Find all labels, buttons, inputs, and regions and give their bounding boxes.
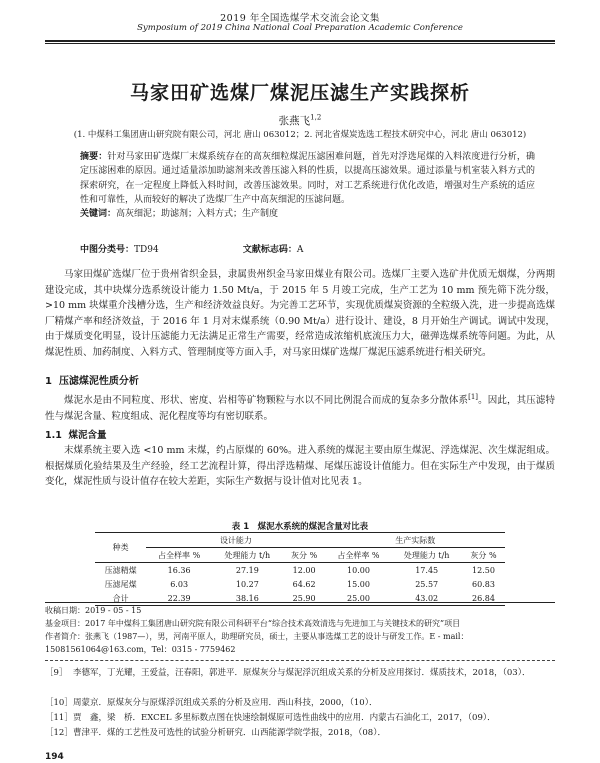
reference-item [45, 712, 560, 725]
table-row [95, 577, 505, 591]
footnote-received: 收稿日期：2019 - 05 - 15 [45, 606, 142, 615]
table-group-actual: 生产实际数 [326, 533, 505, 548]
section-1-heading [45, 372, 139, 387]
table-cell: 6.03 [170, 579, 189, 589]
table-row-label: 压滤精煤 [104, 565, 137, 575]
table-cell: 10.00 [347, 565, 370, 575]
table-subheader: 占全样率 % [146, 548, 212, 563]
table-subheader: 灰分 % [462, 548, 505, 563]
table-row [95, 563, 505, 578]
author-name: 张燕飞 [278, 115, 311, 127]
table-cell: 27.19 [235, 565, 259, 575]
table-cell: 60.83 [472, 579, 495, 589]
footnote-fund: 基金项目：2017 年中煤科工集团唐山研究院有限公司科研平台“综合技术高效清选与先进加工与关键技术的研究”项目 [45, 619, 461, 628]
table-subheader: 灰分 % [283, 548, 326, 563]
doc-code-value: A [296, 245, 304, 255]
affiliation: (1. 中煤科工集团唐山研究院有限公司，河北 唐山 063012；2. 河北省煤炭选选工程技术研究中心，河北 唐山 063012) [73, 130, 527, 140]
reference-item [45, 727, 560, 740]
abstract-label: 摘要： [80, 152, 108, 162]
table-col-kind: 种类 [95, 533, 146, 563]
table-cell: 64.62 [292, 579, 316, 589]
table-group-design: 设计能力 [146, 533, 325, 548]
running-header-en: Symposium of 2019 China National Coal Preparation Academic Conference [137, 23, 463, 33]
table-cell: 16.36 [167, 565, 191, 575]
reference-text: 曹津平．煤的工艺性及可选性的试验分析研究．山西能源学院学报，2018，（08）． [73, 728, 386, 738]
header-rule [45, 40, 555, 42]
table-row-total [95, 591, 505, 606]
abstract-block [80, 150, 535, 221]
table-cell: 25.57 [415, 579, 439, 589]
table-cell: 15.00 [347, 579, 370, 589]
footnote-rule [45, 602, 555, 603]
clc-value: TD94 [134, 245, 159, 255]
reference-number: ［11］ [45, 713, 73, 723]
keywords-text: 高灰细泥；助滤剂；入料方式；生产制度 [116, 209, 279, 220]
abstract-text: 针对马家田矿选煤厂末煤系统存在的高灰细粒煤泥压滤困难问题，首先对浮选尾煤的入料浓度进行分析，确定压滤困难的原因。通过适量添加助滤剂来改善压滤入料的性质，以提高压滤效果。通过添量与机室装入料方式的探索研究，在一定程度上降低入料时间，改善压滤效果。同时，对工艺系统进行优化改造，增强对生产系统的适应性和可靠性，从而较好的解决了选煤厂生产中高灰细泥的压滤问题。 [80, 152, 535, 205]
footnote-bio: 作者简介：张燕飞（1987—），男，河南平原人，助理研究员，硕士，主要从事选煤工艺的设计与研发工作。E - mail：15081561064@163.com，Tel：0315 - 7759462 [45, 632, 469, 654]
table-row-label: 合计 [95, 591, 146, 606]
table-cell: 43.02 [391, 591, 462, 606]
table-subheader: 处理能力 t/h [212, 548, 283, 563]
section-1-1-title: 煤泥含量 [68, 430, 107, 441]
section-1-paragraph [45, 390, 555, 424]
page-cut-divider [45, 660, 555, 665]
table-subheader: 占全样率 % [326, 548, 392, 563]
reference-number: ［9］ [45, 668, 68, 678]
table-cell: 10.27 [235, 579, 259, 589]
running-header-cn: 2019 年全国选煤学术交流会论文集 [220, 13, 380, 24]
table-subheader: 处理能力 t/h [391, 548, 462, 563]
doc-code-label: 文献标志码： [242, 245, 297, 255]
table-cell: 25.00 [326, 591, 392, 606]
table-cell: 17.45 [415, 565, 439, 575]
table-cell: 12.50 [472, 565, 495, 575]
clc-label: 中图分类号： [80, 245, 135, 255]
table-cell: 26.84 [462, 591, 505, 606]
section-1-1-paragraph: 末煤系统主要入选 <10 mm 末煤，约占原煤的 60%。进入系统的煤泥主要由原生煤泥、浮选煤泥、次生煤泥组成。根据煤质化验结果及生产经验，经工艺流程计算，得出浮选精煤、尾煤压滤设计值能力。但在实际生产中发现，由于煤质变化，煤泥性质与设计值存在较大差距，实际生产数据与设计值对比见表 1。 [45, 445, 555, 487]
paper-title: 马家田矿选煤厂煤泥压滤生产实践探析 [129, 82, 470, 104]
author-line [0, 113, 600, 128]
table-header-row [95, 533, 505, 548]
section-1-text: 煤泥水是由不同粒度、形状、密度、岩相等矿物颗粒与水以不同比例混合而成的复杂多分散体系 [64, 395, 469, 407]
classification-line [80, 242, 540, 255]
section-1-1-heading [45, 427, 106, 441]
section-1-number: 1 [45, 376, 52, 387]
reference-number: ［12］ [45, 728, 73, 738]
table-cell: 38.16 [212, 591, 283, 606]
author-affil-sup: 1,2 [310, 113, 322, 122]
table-subheader-row [95, 548, 505, 563]
table-cell: 25.90 [283, 591, 326, 606]
citation-1: [1] [468, 393, 479, 401]
section-1-text-2: 。因此，其压滤特性与煤泥含量、粒度组成、泥化程度等均有密切联系。 [45, 395, 555, 422]
table-cell: 12.00 [292, 565, 316, 575]
reference-text: 周蒙京．原煤灰分与原煤浮沉组成关系的分析及应用．西山科技，2000，（10）． [73, 698, 378, 708]
reference-item [45, 697, 560, 710]
intro-paragraph: 马家田煤矿选煤厂位于贵州省织金县，隶属贵州织金马家田煤业有限公司。选煤厂主要入选矿井优质无烟煤，分两期建设完成，其中块煤分选系统设计能力 1.50 Mt/a，于 2015 年 5 月竣工完成，生产工艺为 10 mm 预先筛下洗分级，>10 mm 块煤重介浅槽分选，生产和经济效益良好。为完善工艺环节，实现优质煤炭资源的全粒级入洗，进一步提高选煤厂精煤产率和经济效益，于 2016 年 1 月对末煤系统（0.90 Mt/a）进行设计、建设，8 月开始生产调试。调试中发现，由于煤质变化明显，设计压滤能力无法满足正常生产需要，经常造成浓缩机底流压力大，磁弹选煤系统等问题。为此，从煤泥性质、加药制度、入料方式、管理制度等方面入手，对马家田煤矿选煤厂煤泥压滤系统进行相关研究。 [45, 269, 555, 358]
section-1-title: 压滤煤泥性质分析 [58, 376, 139, 387]
table-1-caption: 表 1 煤泥水系统的煤泥含量对比表 [231, 522, 369, 532]
section-1-1-number: 1.1 [45, 430, 62, 441]
table-row-label: 压滤尾煤 [104, 579, 137, 589]
table-cell: 22.39 [146, 591, 212, 606]
page-number: 194 [45, 752, 64, 762]
reference-number: ［10］ [45, 698, 73, 708]
table-1 [95, 532, 505, 606]
header-rule-thin [45, 43, 555, 44]
reference-text: 李德军，丁光耀，王爱益，汪春阳，郭进平．原煤灰分与煤泥浮沉组成关系的分析及应用探讨．煤质技术，2018，（03）． [73, 668, 531, 678]
reference-item [45, 667, 560, 680]
keywords-label: 关键词： [80, 209, 117, 220]
reference-text: 贾 鑫，梁 桥．EXCEL 多里标数点图在快速绘制煤原可选性曲线中的应用．内蒙古石油化工，2017，（09）． [73, 713, 496, 723]
